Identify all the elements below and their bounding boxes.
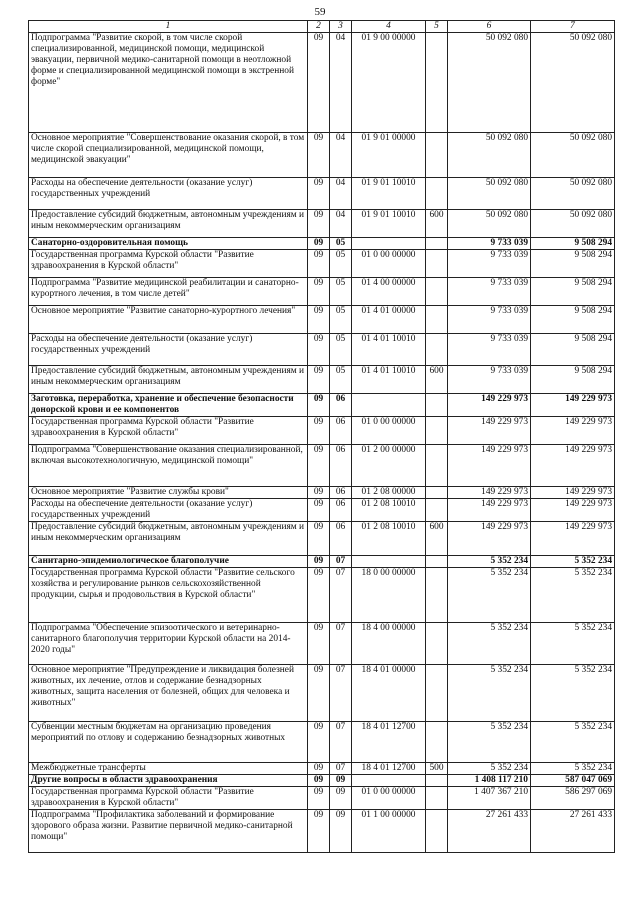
subsection-code-cell: 05 [330,366,352,394]
target-code-cell: 01 2 08 10010 [352,499,426,522]
budget-table [28,20,615,853]
item-name-cell: Санаторно-оздоровительная помощь [29,238,308,250]
section-row [29,775,615,787]
expense-type-code-cell [426,722,448,763]
section-code-cell: 09 [308,178,330,210]
column-header: 5 [426,21,448,33]
subsection-code-cell: 07 [330,665,352,722]
column-header: 1 [29,21,308,33]
subsection-code-cell: 04 [330,178,352,210]
expense-type-code-cell [426,487,448,499]
expense-type-code-cell [426,178,448,210]
subsection-code-cell: 06 [330,522,352,556]
expense-type-code-cell: 500 [426,763,448,775]
expense-type-code-cell [426,568,448,623]
subsection-code-cell: 05 [330,278,352,306]
expense-type-code-cell [426,417,448,445]
table-row [29,417,615,445]
section-code-cell: 09 [308,763,330,775]
subsection-code-cell: 07 [330,568,352,623]
table-row [29,366,615,394]
item-name-cell: Основное мероприятие "Предупреждение и ликвидация болезней животных, их лечение, отлов и содержание безнадзорных животных, защита населения от болезней, общих для человека и животных" [29,665,308,722]
item-name-cell: Основное мероприятие "Развитие санаторно-курортного лечения" [29,306,308,334]
item-name-cell: Субвенции местным бюджетам на организацию проведения мероприятий по отлову и содержанию безнадзорных животных [29,722,308,763]
subsection-code-cell: 06 [330,394,352,417]
amount-year-1-cell: 149 229 973 [448,417,531,445]
target-code-cell: 01 9 00 00000 [352,33,426,133]
target-code-cell: 01 4 01 10010 [352,334,426,366]
target-code-cell: 01 2 00 00000 [352,445,426,487]
column-header: 2 [308,21,330,33]
amount-year-2-cell: 50 092 080 [531,178,615,210]
target-code-cell: 01 0 00 00000 [352,250,426,278]
amount-year-2-cell: 9 508 294 [531,238,615,250]
subsection-code-cell: 06 [330,417,352,445]
amount-year-1-cell: 5 352 234 [448,665,531,722]
amount-year-1-cell: 27 261 433 [448,810,531,853]
column-header: 6 [448,21,531,33]
expense-type-code-cell [426,499,448,522]
amount-year-2-cell: 9 508 294 [531,306,615,334]
subsection-code-cell: 05 [330,306,352,334]
section-code-cell: 09 [308,487,330,499]
item-name-cell: Государственная программа Курской области "Развитие здравоохранения в Курской области" [29,250,308,278]
target-code-cell [352,775,426,787]
target-code-cell: 18 0 00 00000 [352,568,426,623]
item-name-cell: Основное мероприятие "Совершенствование оказания скорой, в том числе скорой специализированной, медицинской помощи, медицинской эвакуации" [29,133,308,178]
amount-year-2-cell: 9 508 294 [531,250,615,278]
section-code-cell: 09 [308,445,330,487]
section-code-cell: 09 [308,665,330,722]
target-code-cell [352,238,426,250]
amount-year-1-cell: 149 229 973 [448,487,531,499]
target-code-cell: 01 2 08 00000 [352,487,426,499]
target-code-cell: 18 4 00 00000 [352,623,426,665]
amount-year-1-cell: 149 229 973 [448,394,531,417]
item-name-cell: Государственная программа Курской области "Развитие здравоохранения в Курской области" [29,787,308,810]
item-name-cell: Предоставление субсидий бюджетным, автономным учреждениям и иным некоммерческим организациям [29,366,308,394]
subsection-code-cell: 05 [330,250,352,278]
subsection-code-cell: 05 [330,238,352,250]
amount-year-2-cell: 586 297 069 [531,787,615,810]
amount-year-2-cell: 149 229 973 [531,445,615,487]
amount-year-2-cell: 149 229 973 [531,417,615,445]
amount-year-1-cell: 50 092 080 [448,133,531,178]
target-code-cell: 01 2 08 10010 [352,522,426,556]
subsection-code-cell: 05 [330,334,352,366]
subsection-code-cell: 09 [330,810,352,853]
subsection-code-cell: 06 [330,499,352,522]
amount-year-2-cell: 50 092 080 [531,210,615,238]
expense-type-code-cell [426,445,448,487]
amount-year-1-cell: 1 408 117 210 [448,775,531,787]
amount-year-1-cell: 5 352 234 [448,623,531,665]
section-code-cell: 09 [308,787,330,810]
target-code-cell: 01 4 01 10010 [352,366,426,394]
table-row [29,278,615,306]
table-row [29,499,615,522]
expense-type-code-cell [426,394,448,417]
expense-type-code-cell [426,306,448,334]
subsection-code-cell: 04 [330,33,352,133]
subsection-code-cell: 09 [330,787,352,810]
table-row [29,522,615,556]
target-code-cell: 01 1 00 00000 [352,810,426,853]
subsection-code-cell: 09 [330,775,352,787]
section-code-cell: 09 [308,210,330,238]
expense-type-code-cell [426,775,448,787]
expense-type-code-cell: 600 [426,366,448,394]
section-code-cell: 09 [308,623,330,665]
amount-year-2-cell: 9 508 294 [531,366,615,394]
table-row [29,487,615,499]
subsection-code-cell: 07 [330,722,352,763]
item-name-cell: Расходы на обеспечение деятельности (оказание услуг) государственных учреждений [29,178,308,210]
item-name-cell: Заготовка, переработка, хранение и обеспечение безопасности донорской крови и ее компонентов [29,394,308,417]
subsection-code-cell: 04 [330,210,352,238]
amount-year-1-cell: 9 733 039 [448,250,531,278]
subsection-code-cell: 04 [330,133,352,178]
item-name-cell: Предоставление субсидий бюджетным, автономным учреждениям и иным некоммерческим организациям [29,210,308,238]
table-row [29,445,615,487]
amount-year-1-cell: 5 352 234 [448,568,531,623]
table-row [29,763,615,775]
expense-type-code-cell [426,810,448,853]
item-name-cell: Подпрограмма "Профилактика заболеваний и формирование здорового образа жизни. Развитие первичной медико-санитарной помощи" [29,810,308,853]
amount-year-1-cell: 9 733 039 [448,238,531,250]
subsection-code-cell: 06 [330,445,352,487]
amount-year-1-cell: 50 092 080 [448,178,531,210]
table-row [29,568,615,623]
expense-type-code-cell [426,334,448,366]
table-row [29,33,615,133]
section-code-cell: 09 [308,722,330,763]
target-code-cell [352,556,426,568]
amount-year-2-cell: 5 352 234 [531,623,615,665]
item-name-cell: Подпрограмма "Развитие скорой, в том числе скорой специализированной, медицинской помощи, медицинской эвакуации, первичной медико-санитарной помощи в неотложной форме и специализированной медицинской помощи в экстренной форме" [29,33,308,133]
amount-year-2-cell: 5 352 234 [531,665,615,722]
column-number-row [29,21,615,33]
expense-type-code-cell [426,623,448,665]
section-code-cell: 09 [308,238,330,250]
amount-year-2-cell: 5 352 234 [531,763,615,775]
section-code-cell: 09 [308,306,330,334]
amount-year-2-cell: 5 352 234 [531,556,615,568]
section-code-cell: 09 [308,568,330,623]
section-code-cell: 09 [308,417,330,445]
table-row [29,722,615,763]
section-row [29,238,615,250]
target-code-cell: 01 9 01 10010 [352,178,426,210]
section-code-cell: 09 [308,366,330,394]
section-code-cell: 09 [308,775,330,787]
subsection-code-cell: 07 [330,556,352,568]
expense-type-code-cell [426,665,448,722]
table-row [29,665,615,722]
subsection-code-cell: 07 [330,623,352,665]
amount-year-1-cell: 149 229 973 [448,445,531,487]
item-name-cell: Расходы на обеспечение деятельности (оказание услуг) государственных учреждений [29,499,308,522]
amount-year-2-cell: 149 229 973 [531,499,615,522]
item-name-cell: Санитарно-эпидемиологическое благополучие [29,556,308,568]
table-row [29,623,615,665]
amount-year-2-cell: 149 229 973 [531,394,615,417]
amount-year-2-cell: 5 352 234 [531,568,615,623]
section-code-cell: 09 [308,394,330,417]
amount-year-2-cell: 27 261 433 [531,810,615,853]
expense-type-code-cell [426,133,448,178]
section-code-cell: 09 [308,250,330,278]
expense-type-code-cell: 600 [426,210,448,238]
item-name-cell: Подпрограмма "Развитие медицинской реабилитации и санаторно-курортного лечения, в том числе детей" [29,278,308,306]
expense-type-code-cell [426,238,448,250]
target-code-cell: 18 4 01 12700 [352,722,426,763]
section-code-cell: 09 [308,810,330,853]
amount-year-1-cell: 1 407 367 210 [448,787,531,810]
item-name-cell: Расходы на обеспечение деятельности (оказание услуг) государственных учреждений [29,334,308,366]
section-code-cell: 09 [308,499,330,522]
amount-year-2-cell: 50 092 080 [531,133,615,178]
expense-type-code-cell [426,787,448,810]
expense-type-code-cell [426,556,448,568]
item-name-cell: Подпрограмма "Совершенствование оказания специализированной, включая высокотехнологичную, медицинской помощи" [29,445,308,487]
amount-year-2-cell: 149 229 973 [531,487,615,499]
target-code-cell: 18 4 01 12700 [352,763,426,775]
column-header: 7 [531,21,615,33]
table-row [29,334,615,366]
target-code-cell: 18 4 01 00000 [352,665,426,722]
amount-year-1-cell: 9 733 039 [448,306,531,334]
target-code-cell: 01 0 00 00000 [352,417,426,445]
item-name-cell: Межбюджетные трансферты [29,763,308,775]
item-name-cell: Государственная программа Курской области "Развитие здравоохранения в Курской области" [29,417,308,445]
section-code-cell: 09 [308,556,330,568]
amount-year-1-cell: 9 733 039 [448,334,531,366]
expense-type-code-cell [426,278,448,306]
table-row [29,787,615,810]
expense-type-code-cell: 600 [426,522,448,556]
target-code-cell: 01 0 00 00000 [352,787,426,810]
table-row [29,210,615,238]
amount-year-1-cell: 149 229 973 [448,499,531,522]
target-code-cell: 01 9 01 10010 [352,210,426,238]
amount-year-1-cell: 9 733 039 [448,278,531,306]
target-code-cell: 01 4 01 00000 [352,306,426,334]
expense-type-code-cell [426,33,448,133]
amount-year-2-cell: 9 508 294 [531,334,615,366]
item-name-cell: Другие вопросы в области здравоохранения [29,775,308,787]
section-code-cell: 09 [308,33,330,133]
amount-year-1-cell: 5 352 234 [448,556,531,568]
target-code-cell: 01 9 01 00000 [352,133,426,178]
amount-year-2-cell: 5 352 234 [531,722,615,763]
amount-year-2-cell: 587 047 069 [531,775,615,787]
amount-year-1-cell: 5 352 234 [448,763,531,775]
amount-year-1-cell: 50 092 080 [448,210,531,238]
amount-year-2-cell: 149 229 973 [531,522,615,556]
subsection-code-cell: 07 [330,763,352,775]
item-name-cell: Подпрограмма "Обеспечение эпизоотического и ветеринарно-санитарного благополучия территории Курской области на 2014-2020 годы" [29,623,308,665]
item-name-cell: Предоставление субсидий бюджетным, автономным учреждениям и иным некоммерческим организациям [29,522,308,556]
section-row [29,556,615,568]
table-row [29,250,615,278]
item-name-cell: Основное мероприятие "Развитие службы крови" [29,487,308,499]
section-row [29,394,615,417]
item-name-cell: Государственная программа Курской области "Развитие сельского хозяйства и регулирование рынков сельскохозяйственной продукции, сырья и продовольствия в Курской области" [29,568,308,623]
amount-year-2-cell: 9 508 294 [531,278,615,306]
section-code-cell: 09 [308,334,330,366]
section-code-cell: 09 [308,278,330,306]
amount-year-1-cell: 5 352 234 [448,722,531,763]
table-row [29,810,615,853]
table-row [29,178,615,210]
column-header: 4 [352,21,426,33]
subsection-code-cell: 06 [330,487,352,499]
expense-type-code-cell [426,250,448,278]
table-row [29,306,615,334]
table-row [29,133,615,178]
amount-year-1-cell: 50 092 080 [448,33,531,133]
target-code-cell [352,394,426,417]
section-code-cell: 09 [308,522,330,556]
column-header: 3 [330,21,352,33]
target-code-cell: 01 4 00 00000 [352,278,426,306]
amount-year-1-cell: 9 733 039 [448,366,531,394]
amount-year-2-cell: 50 092 080 [531,33,615,133]
amount-year-1-cell: 149 229 973 [448,522,531,556]
page-number: 59 [314,6,326,18]
section-code-cell: 09 [308,133,330,178]
